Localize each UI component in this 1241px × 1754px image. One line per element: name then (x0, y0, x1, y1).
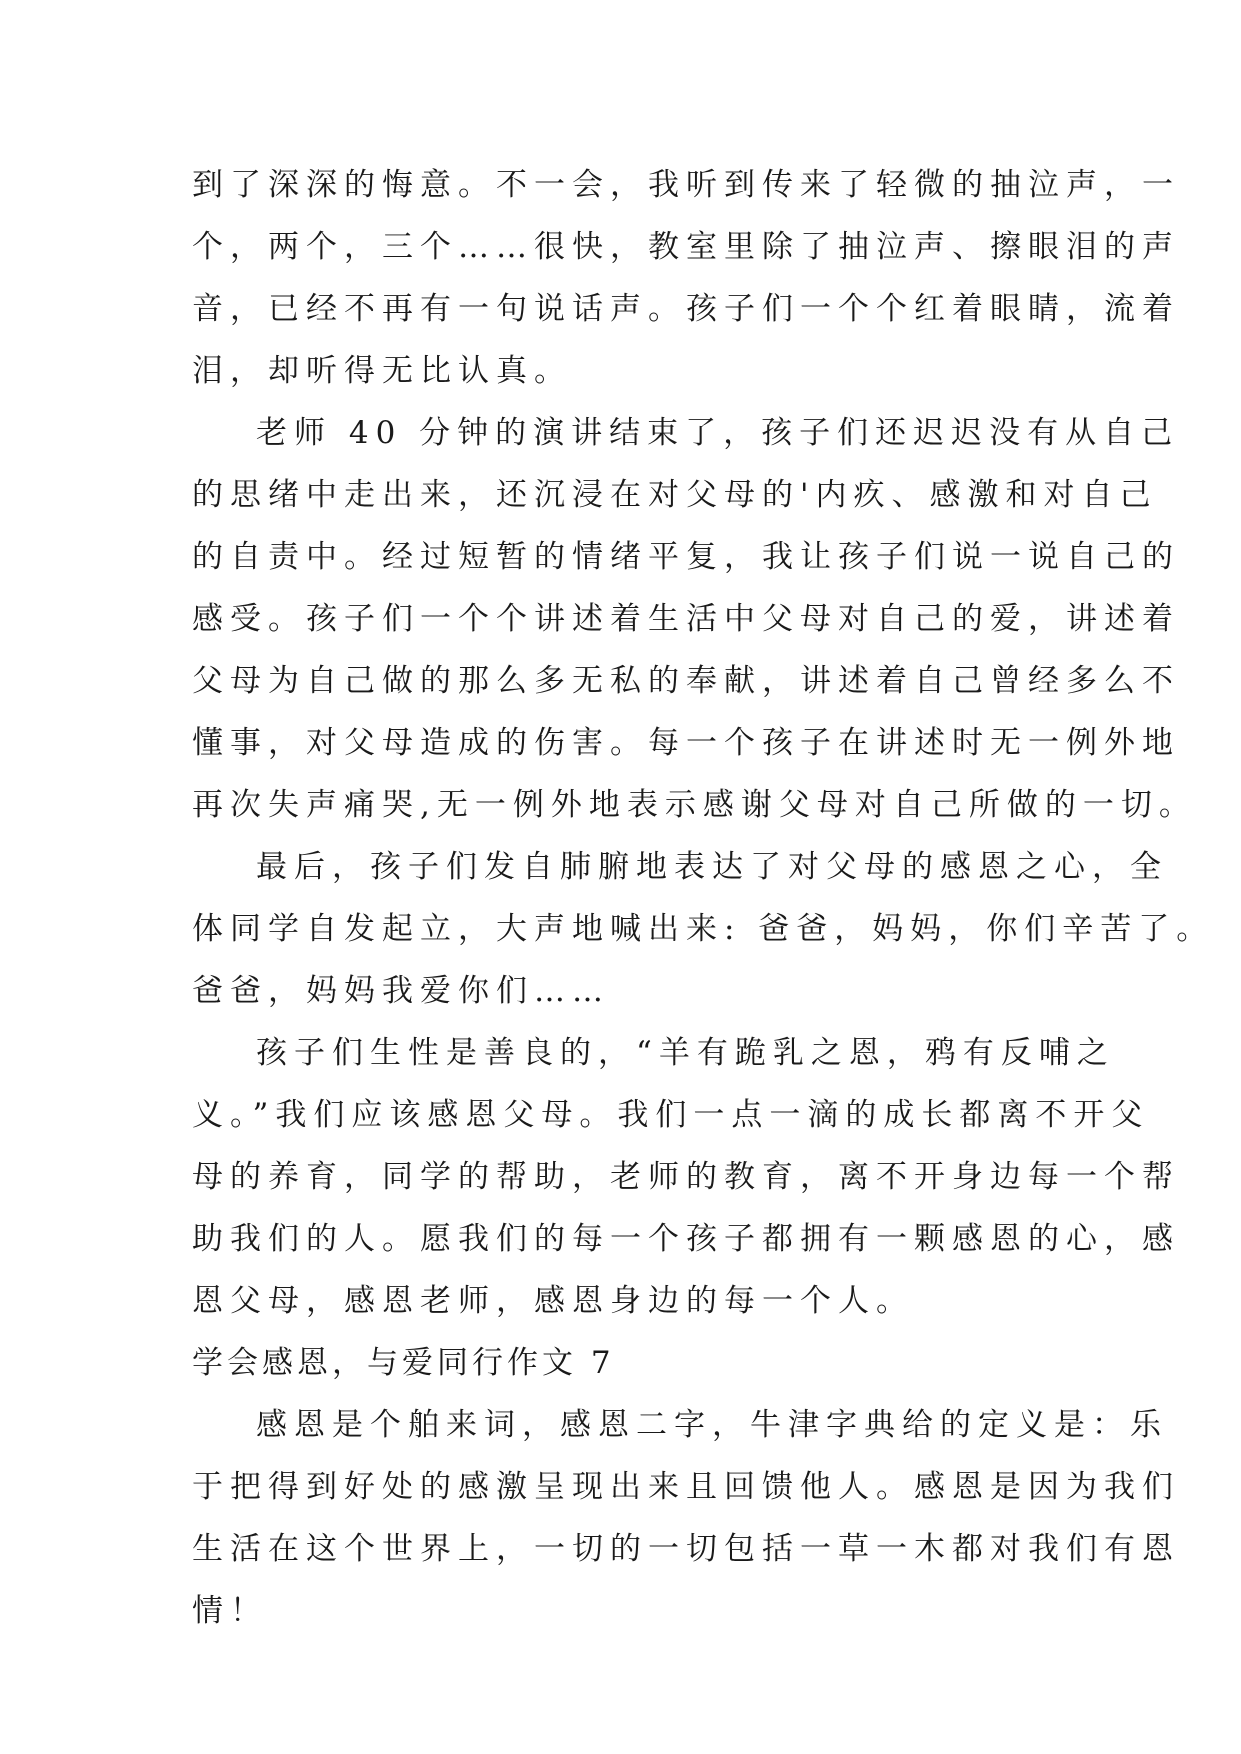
section-heading: 学会感恩，与爱同行作文 7 (192, 1345, 615, 1381)
text-line: 于把得到好处的感激呈现出来且回馈他人。感恩是因为我们 (192, 1469, 1180, 1505)
text-line: 母的养育，同学的帮助，老师的教育，离不开身边每一个帮 (192, 1159, 1180, 1195)
text-line: 助我们的人。愿我们的每一个孩子都拥有一颗感恩的心，感 (192, 1221, 1180, 1257)
document-body (192, 154, 1215, 1642)
text-line: 情！ (192, 1593, 268, 1629)
text-line: 生活在这个世界上，一切的一切包括一草一木都对我们有恩 (192, 1531, 1180, 1567)
text-line: 的自责中。经过短暂的情绪平复，我让孩子们说一说自己的 (192, 539, 1180, 575)
text-line: 音，已经不再有一句说话声。孩子们一个个红着眼睛，流着 (192, 291, 1180, 327)
text-line: 再次失声痛哭,无一例外地表示感谢父母对自己所做的一切。 (192, 787, 1197, 823)
text-line: 父母为自己做的那么多无私的奉献，讲述着自己曾经多么不 (192, 663, 1180, 699)
text-line: 到了深深的悔意。不一会，我听到传来了轻微的抽泣声，一 (192, 167, 1180, 203)
text-line: 恩父母，感恩老师，感恩身边的每一个人。 (192, 1283, 914, 1319)
text-line: 懂事，对父母造成的伤害。每一个孩子在讲述时无一例外地 (192, 725, 1180, 761)
text-line: 体同学自发起立，大声地喊出来: 爸爸，妈妈，你们辛苦了。 (192, 911, 1215, 947)
paragraph-start-line: 感恩是个舶来词，感恩二字，牛津字典给的定义是：乐 (256, 1407, 1168, 1443)
paragraph-start-line: 孩子们生性是善良的，“羊有跪乳之恩，鸦有反哺之 (256, 1035, 1115, 1071)
paragraph-start-line: 老师 40 分钟的演讲结束了，孩子们还迟迟没有从自己 (256, 415, 1180, 451)
text-line: 感受。孩子们一个个讲述着生活中父母对自己的爱，讲述着 (192, 601, 1180, 637)
text-line: 义。”我们应该感恩父母。我们一点一滴的成长都离不开父 (192, 1097, 1150, 1133)
text-line: 爸爸，妈妈我爱你们…… (192, 973, 610, 1009)
paragraph-start-line: 最后，孩子们发自肺腑地表达了对父母的感恩之心，全 (256, 849, 1168, 885)
text-line: 泪，却听得无比认真。 (192, 353, 572, 389)
text-line: 个，两个，三个……很快，教室里除了抽泣声、擦眼泪的声 (192, 229, 1180, 265)
text-line: 的思绪中走出来，还沉浸在对父母的'内疚、感激和对自己 (192, 477, 1158, 513)
